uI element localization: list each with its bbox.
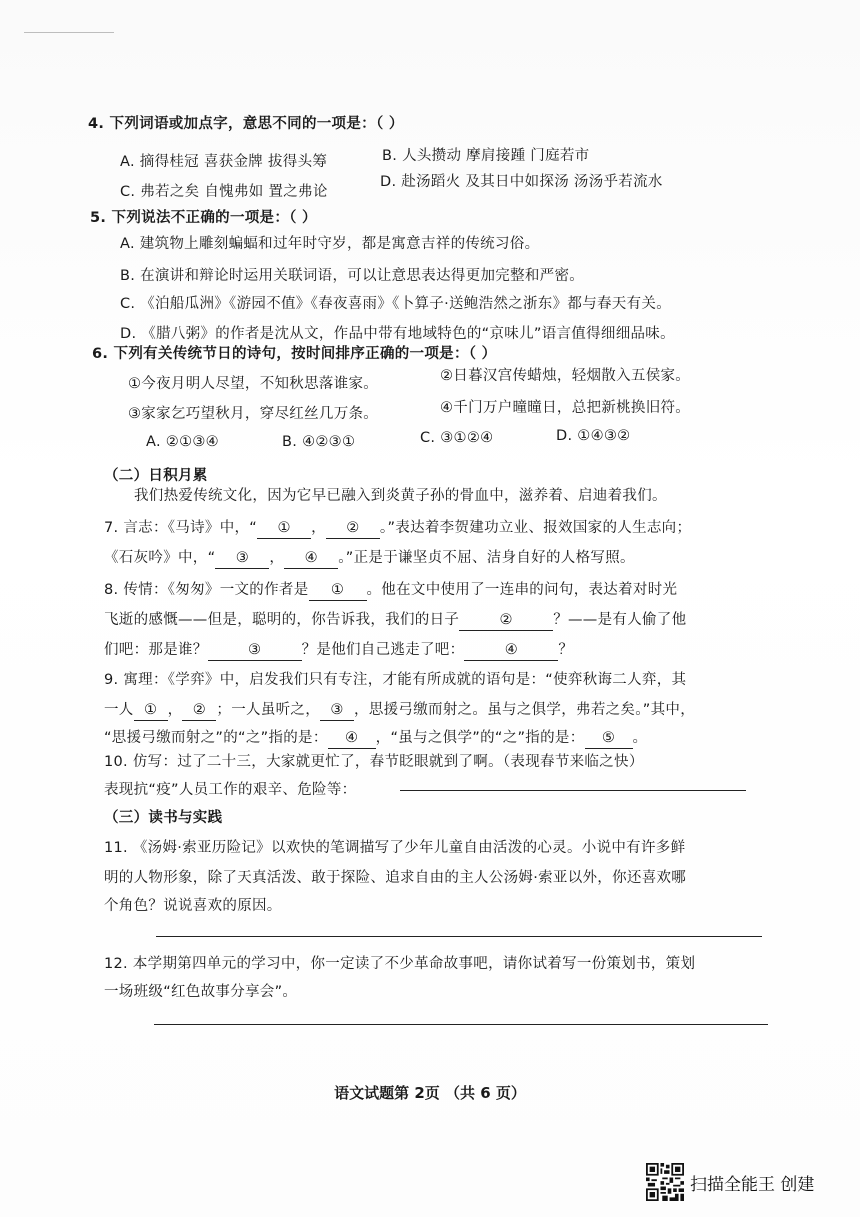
q4-option-a: A. 摘得桂冠 喜获金牌 拔得头筹 [120,154,328,170]
q8-text-2a: 飞逝的感慨——但是，聪明的，你告诉我，我们的日子 [104,612,460,628]
q10-line-1: 10. 仿写：过了二十三，大家就更忙了，春节眨眼就到了啊。（表现春节来临之快） [104,754,644,770]
q11-line-3: 个角色？说说喜欢的原因。 [104,898,282,914]
q12-answer-line[interactable] [154,1024,768,1025]
q6-option-b: B. ④②③① [282,434,356,450]
q9-text-3c: 。 [632,730,648,746]
q9-blank-3: ③ [320,700,354,721]
q11-line-1: 11. 《汤姆·索亚历险记》以欢快的笔调描写了少年儿童自由活泼的心灵。小说中有许多鲜 [104,840,686,856]
q5-stem: 5. 下列说法不正确的一项是：（ ） [90,210,317,226]
q9-text-2b: ；一人虽听之， [216,702,321,718]
watermark-text: 扫描全能王 创建 [690,1174,815,1195]
q7-line-2 [104,548,635,569]
q7-line-1 [104,518,691,539]
section-2-intro: 我们热爱传统文化，因为它早已融入到炎黄子孙的骨血中，滋养着、启迪着我们。 [134,488,667,504]
q9-text-3a: “思援弓缴而射之”的“之”指的是： [104,730,328,746]
q4-stem: 4. 下列词语或加点字，意思不同的一项是：（ ） [88,116,404,132]
q7-text-1b: 。”表达着李贺建功立业、报效国家的人生志向； [379,520,692,536]
q9-line-2 [104,700,695,721]
q8-line-2 [104,610,686,631]
q6-poem-4: ④千门万户曈曈日，总把新桃换旧符。 [440,400,691,416]
q6-stem: 6. 下列有关传统节日的诗句，按时间排序正确的一项是：（ ） [92,346,497,362]
q9-text-3b: ，“虽与之俱学”的“之”指的是： [375,730,585,746]
q8-line-1 [104,580,677,601]
scanner-watermark [646,1163,814,1201]
q7-comma-2: ， [269,550,285,566]
q6-poem-2: ②日暮汉宫传蜡烛，轻烟散入五侯家。 [440,368,691,384]
q7-text-2b: 。”正是于谦坚贞不屈、洁身自好的人格写照。 [338,550,635,566]
q8-text-3c: ？ [558,642,574,658]
q9-blank-1: ① [134,700,168,721]
scan-edge-mark [24,32,114,33]
q5-option-d: D. 《腊八粥》的作者是沈从文，作品中带有地域特色的“京味儿”语言值得细细品味。 [120,326,675,342]
q7-comma-1: ， [311,520,326,536]
q11-line-2: 明的人物形象，除了天真活泼、敢于探险、追求自由的主人公汤姆·索亚以外，你还喜欢哪 [104,870,687,886]
q9-blank-2: ② [182,700,216,721]
q6-poem-1: ①今夜月明人尽望，不知秋思落谁家。 [128,376,379,392]
q10-line-2: 表现抗“疫”人员工作的艰辛、危险等： [104,782,357,798]
q7-blank-1: ① [257,518,311,539]
q6-option-d: D. ①④③② [556,428,631,444]
qr-code-icon [646,1163,684,1201]
q9-comma-1: ， [167,702,183,718]
q5-option-a: A. 建筑物上雕刻蝙蝠和过年时守岁，都是寓意吉祥的传统习俗。 [120,236,540,252]
q8-text-1b: 。他在文中使用了一连串的问句，表达着对时光 [366,582,678,598]
q8-blank-4: ④ [464,640,558,661]
q9-blank-5: ⑤ [585,728,633,749]
q9-text-2a: 一人 [104,702,134,718]
q6-option-a: A. ②①③④ [146,434,219,450]
q8-text-3b: ？是他们自己逃走了吧： [301,642,465,658]
q4-option-c: C. 弗若之矣 自愧弗如 置之弗论 [120,184,328,200]
section-2-title: （二）日积月累 [104,468,208,484]
q6-poem-3: ③家家乞巧望秋月，穿尽红丝几万条。 [128,406,379,422]
q8-line-3 [104,640,573,661]
q4-option-b: B. 人头攒动 摩肩接踵 门庭若市 [382,148,590,164]
q7-blank-2: ② [326,518,380,539]
q6-option-c: C. ③①②④ [420,430,494,446]
q9-line-1: 9. 寓理：《学弈》中，启发我们只有专注，才能有所成就的语句是：“使弈秋诲二人弈，其 [104,672,687,688]
q8-blank-2: ② [459,610,553,631]
section-3-title: （三）读书与实践 [104,810,223,826]
q7-text-1a: 7. 言志：《马诗》中，“ [104,520,258,536]
q8-text-1a: 8. 传情：《匆匆》一文的作者是 [104,582,309,598]
q4-option-d: D. 赴汤蹈火 及其日中如探汤 汤汤乎若流水 [380,174,663,190]
q8-blank-3: ③ [208,640,302,661]
q10-answer-line[interactable] [400,790,746,791]
q12-line-2: 一场班级“红色故事分享会”。 [104,984,298,1000]
q8-text-2b: ？——是有人偷了他 [553,612,687,628]
page-footer: 语文试题第 2页 （共 6 页） [334,1084,526,1102]
q7-blank-3: ③ [215,548,269,569]
q9-line-3 [104,728,647,749]
q9-text-2c: ，思援弓缴而射之。虽与之俱学，弗若之矣。”其中， [354,702,695,718]
q7-text-2a: 《石灰吟》中，“ [104,550,216,566]
q11-answer-line[interactable] [156,936,762,937]
q12-line-1: 12. 本学期第四单元的学习中，你一定读了不少革命故事吧，请你试着写一份策划书，策划 [104,956,696,972]
q8-text-3a: 们吧：那是谁？ [104,642,208,658]
q8-blank-1: ① [309,580,367,601]
q7-blank-4: ④ [284,548,338,569]
q9-blank-4: ④ [328,728,376,749]
q5-option-c: C. 《泊船瓜洲》《游园不值》《春夜喜雨》《卜算子·送鲍浩然之浙东》都与春天有关。 [120,296,671,312]
q5-option-b: B. 在演讲和辩论时运用关联词语，可以让意思表达得更加完整和严密。 [120,268,585,284]
